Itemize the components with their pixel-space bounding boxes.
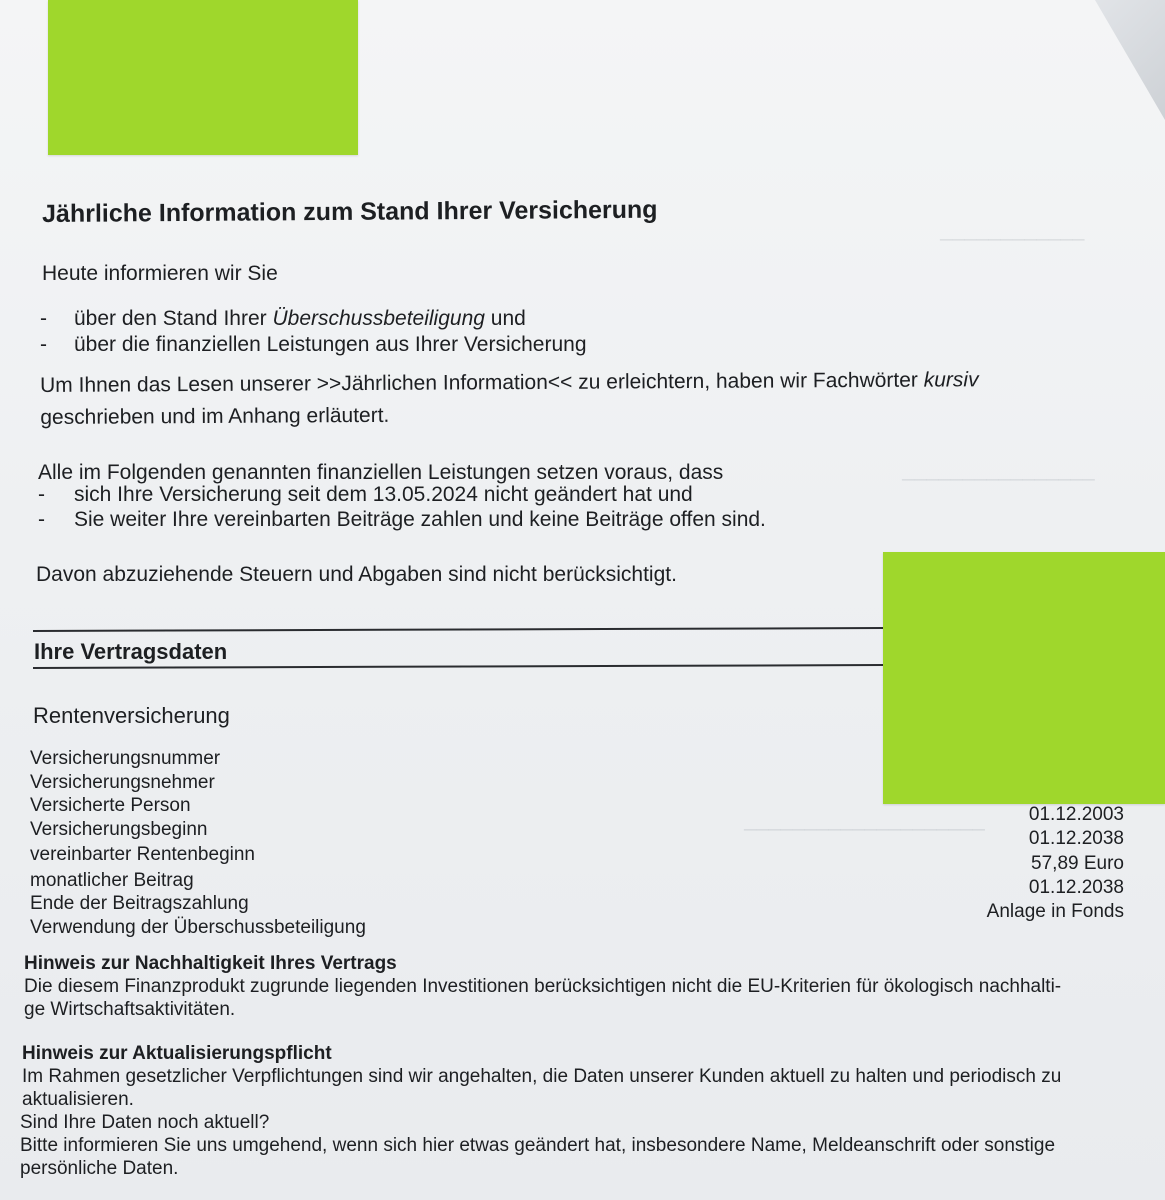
field-value-pension-start: 01.12.2038 xyxy=(1028,827,1124,849)
field-label-policy-number: Versicherungsnummer xyxy=(30,748,221,769)
field-label-monthly-contribution: monatlicher Beitrag xyxy=(30,869,194,891)
paper-corner-shadow xyxy=(1095,0,1165,120)
reverse-side-text-shadow: ──────────── xyxy=(940,230,1085,249)
assumption-item-unchanged xyxy=(38,483,693,507)
bullet-text: über die finanziellen Leistungen aus Ihrer Versicherung xyxy=(74,333,587,356)
contract-field-values xyxy=(987,803,1124,924)
field-value-insurance-start: 01.12.2003 xyxy=(1028,804,1124,825)
italic-example: kursiv xyxy=(923,368,979,392)
reading-help-text: Um Ihnen das Lesen unserer >>Jährlichen Information<< zu erleichtern, haben wir Fachwörter xyxy=(40,368,924,397)
update-duty-text xyxy=(22,1065,1061,1111)
field-label-pension-start: vereinbarter Rentenbeginn xyxy=(30,844,255,865)
sustainability-line-1: Die diesem Finanzprodukt zugrunde liegenden Investitionen berücksichtigen nicht die EU-Kriterien für ökologisch nachhalti- xyxy=(24,976,1062,997)
update-duty-line-1: Im Rahmen gesetzlicher Verpflichtungen sind wir angehalten, die Daten unserer Kunden aktuell zu halten und periodisch zu xyxy=(22,1066,1062,1087)
field-value-surplus-use: Anlage in Fonds xyxy=(986,900,1124,922)
assumption-item-contributions xyxy=(38,508,766,532)
reverse-side-text-shadow: ──────────────── xyxy=(902,470,1095,489)
info-bullet-surplus xyxy=(40,307,526,331)
field-label-policyholder: Versicherungsnehmer xyxy=(30,771,215,793)
taxes-note: Davon abzuziehende Steuern und Abgaben sind nicht berücksichtigt. xyxy=(36,563,677,586)
section-rule-top xyxy=(33,627,883,632)
reading-help-paragraph xyxy=(40,364,979,434)
assumption-text: Sie weiter Ihre vereinbarten Beiträge zahlen und keine Beiträge offen sind. xyxy=(74,508,766,531)
field-value-monthly-contribution: 57,89 Euro xyxy=(1031,853,1124,875)
update-duty-line-2: aktualisieren. xyxy=(22,1089,134,1110)
update-duty-question: Sind Ihre Daten noch aktuell? xyxy=(20,1112,270,1133)
field-label-insured-person: Versicherte Person xyxy=(30,795,191,816)
update-duty-line-4: Bitte informieren Sie uns umgehend, wenn sich hier etwas geändert hat, insbesondere Name, Meldeanschrift oder sonstige xyxy=(20,1135,1056,1156)
contract-field-labels xyxy=(30,747,366,939)
contract-data-heading: Ihre Vertragsdaten xyxy=(34,639,228,664)
reading-help-line-2: geschrieben und im Anhang erläutert. xyxy=(40,403,390,429)
document-title: Jährliche Information zum Stand Ihrer Versicherung xyxy=(42,195,658,228)
bullet-dash: - xyxy=(38,508,45,531)
sustainability-text xyxy=(24,975,1061,1021)
field-label-contribution-end: Ende der Beitragszahlung xyxy=(30,893,249,914)
bullet-dash: - xyxy=(40,307,47,330)
info-bullet-benefits xyxy=(40,333,587,357)
reading-help-line-1 xyxy=(40,364,979,402)
bullet-suffix: und xyxy=(484,307,526,330)
update-duty-heading: Hinweis zur Aktualisierungspflicht xyxy=(22,1043,332,1064)
assumption-text: sich Ihre Versicherung seit dem 13.05.2024 nicht geändert hat und xyxy=(74,483,693,506)
sticky-note-top xyxy=(48,0,358,155)
bullet-dash: - xyxy=(40,333,47,356)
update-duty-line-5: persönliche Daten. xyxy=(20,1158,179,1179)
sticky-note-right xyxy=(883,552,1165,804)
field-label-surplus-use: Verwendung der Überschussbeteiligung xyxy=(30,916,366,938)
italic-term: Überschussbeteiligung xyxy=(272,307,485,330)
sustainability-line-2: ge Wirtschaftsaktivitäten. xyxy=(24,999,236,1020)
update-duty-request xyxy=(20,1111,1055,1180)
field-label-insurance-start: Versicherungsbeginn xyxy=(30,818,208,840)
reverse-side-text-shadow: ──────────────────── xyxy=(744,820,985,839)
field-value-contribution-end: 01.12.2038 xyxy=(1028,877,1124,899)
sustainability-heading: Hinweis zur Nachhaltigkeit Ihres Vertrags xyxy=(24,953,397,974)
assumptions-lead: Alle im Folgenden genannten finanziellen Leistungen setzen voraus, dass xyxy=(38,461,724,484)
bullet-text: über den Stand Ihrer xyxy=(74,307,273,330)
bullet-dash: - xyxy=(38,483,45,506)
intro-text: Heute informieren wir Sie xyxy=(42,262,278,285)
product-name: Rentenversicherung xyxy=(33,703,230,728)
